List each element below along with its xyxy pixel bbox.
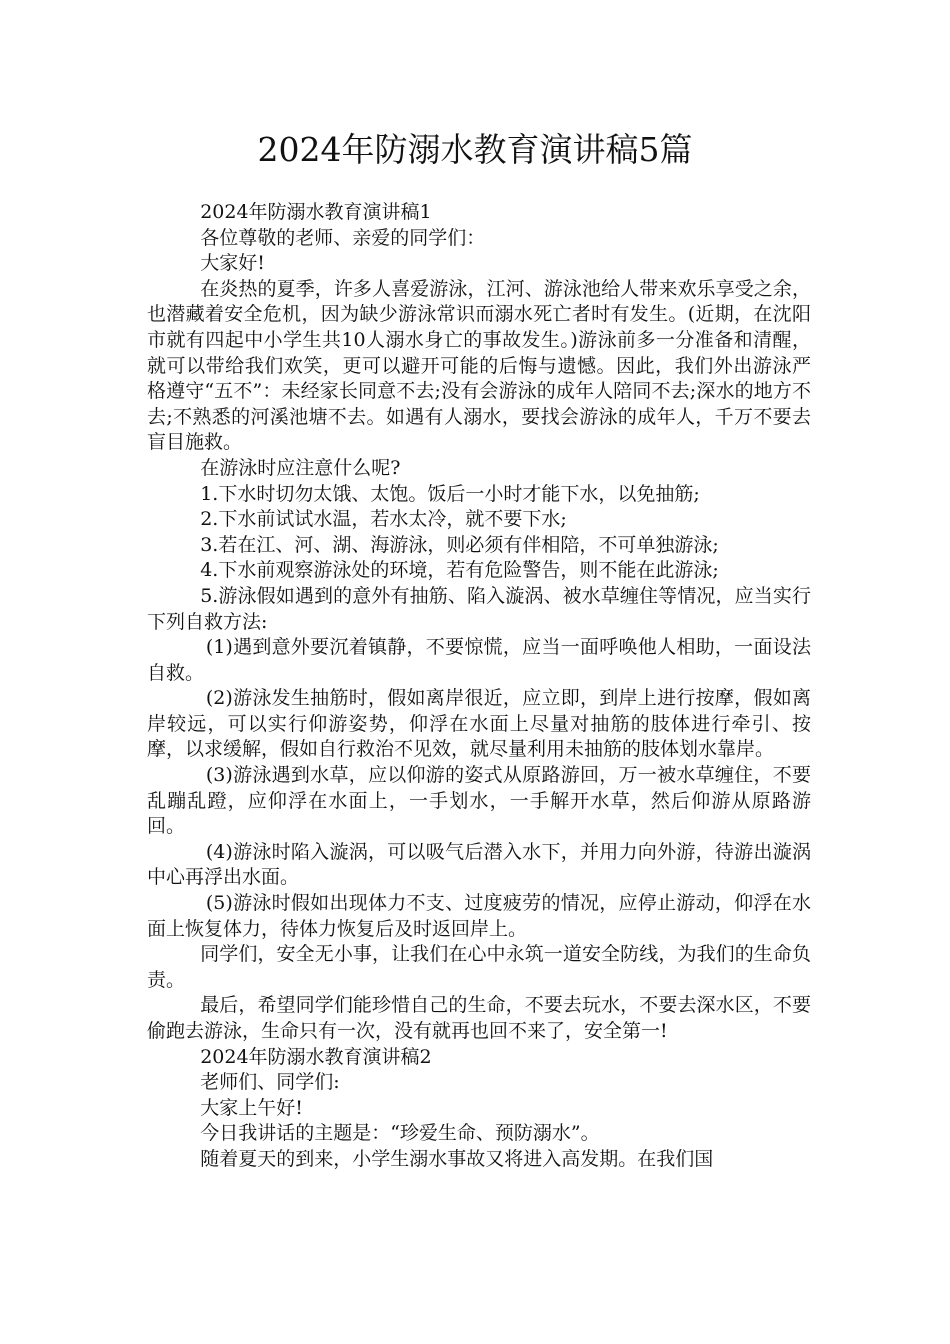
list-item: 5.游泳假如遇到的意外有抽筋、陷入漩涡、被水草缠住等情况，应当实行下列自救方法: [147, 584, 811, 633]
section-heading-1: 2024年防溺水教育演讲稿1 [200, 201, 432, 223]
sub-list-item: (5)游泳时假如出现体力不支、过度疲劳的情况，应停止游动，仰浮在水面上恢复体力，待体力恢复后及时返回岸上。 [147, 892, 811, 940]
document-title: 2024年防溺水教育演讲稿5篇 [257, 130, 693, 169]
body-paragraph: 在炎热的夏季，许多人喜爱游泳，江河、游泳池给人带来欢乐享受之余，也潜藏着安全危机，因为缺少游泳常识而溺水死亡者时有发生。(近期，在沈阳市就有四起中小学生共10人溺水身亡的事故发生。)游泳前多一分准备和清醒，就可以带给我们欢笑，更可以避开可能的后悔与遗憾。因此，我们外出游泳严格遵守“五不”：未经家长同意不去;没有会游泳的成年人陪同不去;深水的地方不去;不熟悉的河溪池塘不去。如遇有人溺水，要找会游泳的成年人，千万不要去盲目施救。 [147, 277, 811, 454]
list-item: 2.下水前试试水温，若水太冷，就不要下水; [200, 508, 567, 531]
sub-list-item: (1)遇到意外要沉着镇静，不要惊慌，应当一面呼唤他人相助，一面设法自救。 [147, 636, 811, 684]
salutation: 老师们、同学们: [200, 1071, 340, 1094]
section-heading-2: 2024年防溺水教育演讲稿2 [200, 1045, 432, 1068]
sub-list-item: (2)游泳发生抽筋时，假如离岸很近，应立即，到岸上进行按摩，假如离岸较远，可以实行仰游姿势，仰浮在水面上尽量对抽筋的肢体进行牵引、按摩，以求缓解，假如自行救治不见效，就尽量利用未抽筋的肢体划水靠岸。 [147, 687, 811, 761]
sub-list-item: (3)游泳遇到水草，应以仰游的姿式从原路游回，万一被水草缠住，不要乱蹦乱蹬，应仰浮在水面上，一手划水，一手解开水草，然后仰游从原路游回。 [147, 764, 811, 838]
list-item: 4.下水前观察游泳处的环境，若有危险警告，则不能在此游泳; [200, 559, 719, 582]
body-paragraph: 同学们，安全无小事，让我们在心中永筑一道安全防线，为我们的生命负责。 [147, 943, 811, 991]
greeting: 大家上午好! [200, 1096, 303, 1119]
sub-list-item: (4)游泳时陷入漩涡，可以吸气后潜入水下，并用力向外游，待游出漩涡中心再浮出水面。 [147, 840, 811, 889]
body-paragraph: 在游泳时应注意什么呢? [200, 456, 401, 479]
body-paragraph: 最后，希望同学们能珍惜自己的生命，不要去玩水，不要去深水区，不要偷跑去游泳，生命只有一次，没有就再也回不来了，安全第一! [147, 994, 811, 1042]
body-paragraph: 随着夏天的到来，小学生溺水事故又将进入高发期。在我们国 [200, 1147, 714, 1170]
greeting: 大家好! [200, 252, 265, 275]
document-body [147, 200, 811, 1173]
list-item: 1.下水时切勿太饿、太饱。饭后一小时才能下水，以免抽筋; [200, 482, 700, 505]
salutation: 各位尊敬的老师、亲爱的同学们： [200, 226, 486, 249]
list-item: 3.若在江、河、湖、海游泳，则必须有伴相陪，不可单独游泳; [200, 533, 719, 556]
body-paragraph: 今日我讲话的主题是：“珍爱生命、预防溺水”。 [200, 1122, 600, 1145]
